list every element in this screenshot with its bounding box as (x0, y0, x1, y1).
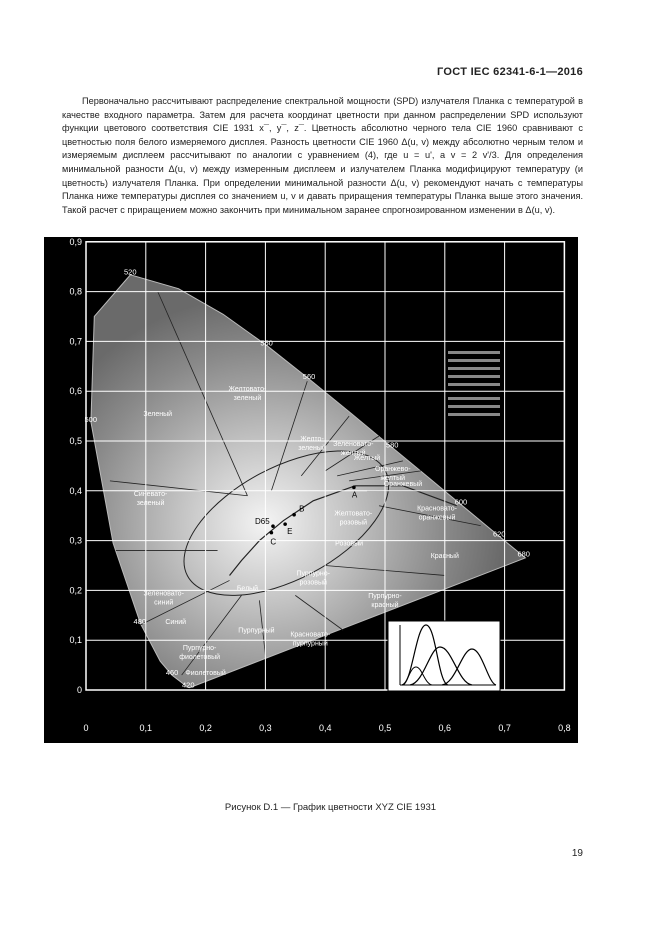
y-tick-label: 0,2 (69, 585, 82, 596)
x-tick-label: 0,5 (378, 723, 392, 733)
y-tick-label: 0,6 (69, 386, 82, 397)
figure-caption: Рисунок D.1 — График цветности XYZ CIE 1931 (224, 802, 437, 813)
region-label: Синевато-зеленый (133, 490, 168, 507)
white-point-marker (271, 524, 275, 528)
region-label: Красный (430, 553, 459, 561)
body-paragraph (62, 95, 583, 217)
wavelength-label: 420 (182, 680, 195, 690)
x-tick-label: 0,2 (199, 723, 212, 733)
x-tick-label: 0,6 (438, 723, 452, 733)
white-point-label: E (287, 527, 293, 537)
page-number: 19 (571, 848, 583, 859)
region-label: Розовый (335, 540, 364, 548)
y-tick-label: 0,7 (69, 336, 82, 347)
x-tick-label: 0,7 (498, 723, 511, 733)
wavelength-label: 500 (84, 415, 98, 425)
region-label: Фиолетовый (185, 670, 226, 678)
region-label: Синий (165, 618, 187, 626)
white-point-marker (352, 486, 356, 490)
wavelength-label: 520 (123, 267, 137, 277)
x-tick-label: 0,3 (259, 723, 272, 733)
region-label: Красновато-пурпурный (290, 631, 331, 648)
region-label: Желтовато-розовый (334, 510, 373, 527)
white-point-marker (292, 513, 296, 517)
white-point-label: A (351, 490, 358, 500)
region-label: Пурпурно-розовый (296, 570, 331, 587)
y-tick-label: 0 (76, 685, 82, 695)
region-label: Зеленый (143, 411, 173, 419)
region-label: Пурпурно-фиолетовый (179, 645, 221, 662)
x-tick-label: 0,8 (558, 723, 571, 733)
wavelength-label: 620 (492, 529, 506, 539)
region-label: Желтовато-зеленый (228, 386, 267, 403)
chromaticity-figure (44, 237, 578, 743)
white-point-marker (270, 531, 274, 535)
region-label: Зеленовато-синий (143, 590, 184, 607)
legend-block (448, 351, 500, 416)
cie-chart (44, 237, 578, 743)
spd-inset (388, 621, 500, 691)
x-tick-label: 0,4 (318, 723, 332, 733)
region-label: Зеленовато-желтый (333, 440, 374, 457)
wavelength-label: 600 (454, 497, 468, 507)
region-label: Желто-зеленый (298, 436, 326, 452)
white-point-label: B (299, 504, 305, 514)
white-point-label: D65 (254, 517, 270, 527)
region-label: Желтый (353, 454, 381, 462)
x-tick-label: 0,1 (139, 723, 153, 733)
y-tick-label: 0,4 (69, 485, 82, 496)
wavelength-label: 550 (260, 338, 273, 348)
wavelength-label: 480 (133, 616, 147, 626)
paragraph-text: Первоначально рассчитывают распределение спектральной мощности (SPD) излучателя Планка с температурой в качестве входного параметра. Затем для расчета координат цветности при данном распределении SPD используют функции цветового соответствия CIE 1931 x¯, y¯, z¯. Цветность абсолютно черного тела CIE 1960 сравнивают с цветностью поля белого измеряемого дисплея. Разность цветности CIE 1960 Δ(u, v) между абсолютно черным телом и измеряемым дисплеем рассчитывают по аналогии с уравнением (4), где u = u', а v = 2 v'/3. Для определения минимальной разности Δ(u, v) между измеренным дисплеем и излучателем Планка модифицируют температуру (и цветность) излучателя Планка. При определении минимальной разности Δ(u, v) рекомендуют начать с температуры Планка ниже температуры дисплея со значением u, v и давать приращения температуры Планка выше этого значения. Такой расчет с приращением можно закончить при минимальном заранее спрогнозированном изменении в Δ(u, v). (62, 96, 583, 215)
y-tick-label: 0,8 (69, 286, 82, 297)
wavelength-label: 560 (302, 372, 316, 382)
region-label: Красновато-оранжевый (417, 505, 457, 522)
region-label: Оранжевый (383, 480, 423, 488)
y-tick-label: 0,3 (69, 535, 82, 546)
region-label: Пурпурный (238, 627, 275, 635)
wavelength-label: 460 (165, 668, 179, 678)
wavelength-label: 580 (385, 440, 399, 450)
white-point-marker (283, 522, 287, 526)
region-label: Пурпурно-красный (368, 592, 402, 609)
y-tick-label: 0,5 (69, 436, 82, 446)
wavelength-label: 680 (517, 549, 530, 559)
y-tick-label: 0,1 (69, 635, 82, 646)
white-point-label: C (270, 537, 277, 547)
region-label: Оранжево-желтый (375, 465, 411, 482)
region-label: Белый (236, 585, 259, 593)
document-header: ГОСТ IEC 62341-6-1—2016 (436, 66, 583, 78)
y-tick-label: 0,9 (69, 237, 82, 247)
x-tick-label: 0 (83, 723, 89, 733)
